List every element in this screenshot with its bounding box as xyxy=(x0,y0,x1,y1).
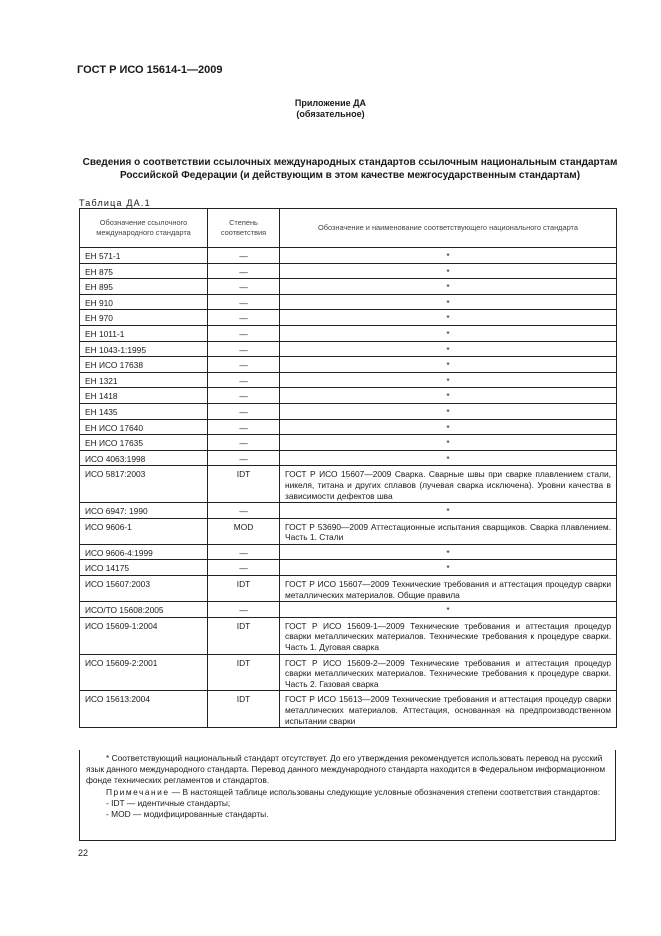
annex-subtitle: (обязательное) xyxy=(296,109,365,119)
table-row xyxy=(80,341,617,357)
ref-standard-cell: ИСО 5817:2003 xyxy=(80,466,208,503)
national-standard-cell: * xyxy=(280,279,617,295)
degree-cell: — xyxy=(208,560,280,576)
table-row xyxy=(80,602,617,618)
table-row xyxy=(80,403,617,419)
note-item: - MOD — модифицированные стандарты. xyxy=(106,809,269,820)
column-header-ref: Обозначение ссылочного международного стандарта xyxy=(80,209,208,248)
national-standard-cell: * xyxy=(280,294,617,310)
table-header-row xyxy=(80,209,617,248)
ref-standard-cell: ЕН 1321 xyxy=(80,372,208,388)
document-header: ГОСТ Р ИСО 15614-1—2009 xyxy=(77,64,223,76)
ref-standard-cell: ИСО 6947: 1990 xyxy=(80,503,208,519)
table-row xyxy=(80,654,617,691)
degree-cell: — xyxy=(208,279,280,295)
standards-table xyxy=(79,208,617,728)
ref-standard-cell: ИСО 14175 xyxy=(80,560,208,576)
degree-cell: — xyxy=(208,372,280,388)
table-row xyxy=(80,419,617,435)
national-standard-cell: ГОСТ Р ИСО 15607—2009 Технические требования и аттестация процедур сварки металлических материалов. Общие правила xyxy=(280,576,617,602)
ref-standard-cell: ИСО 9606-4:1999 xyxy=(80,544,208,560)
ref-standard-cell: ЕН 571-1 xyxy=(80,248,208,264)
table-row xyxy=(80,388,617,404)
ref-standard-cell: ЕН 875 xyxy=(80,263,208,279)
degree-cell: IDT xyxy=(208,617,280,654)
national-standard-cell: * xyxy=(280,341,617,357)
ref-standard-cell: ИСО 15609-2:2001 xyxy=(80,654,208,691)
note-label: Примечание xyxy=(106,786,170,797)
note-body: — В настоящей таблице использованы следующие условные обозначения степени соответствия стандартов: xyxy=(169,786,601,797)
table-row xyxy=(80,435,617,451)
ref-standard-cell: ЕН 1435 xyxy=(80,403,208,419)
degree-cell: — xyxy=(208,388,280,404)
degree-cell: — xyxy=(208,602,280,618)
ref-standard-cell: ИСО/ТО 15608:2005 xyxy=(80,602,208,618)
national-standard-cell: * xyxy=(280,503,617,519)
column-header-degree: Степень соответствия xyxy=(208,209,280,248)
national-standard-cell: ГОСТ Р ИСО 15609-2—2009 Технические требования и аттестация процедур сварки металлических материалов. Технические требования к процедуре сварки. Часть 2. Газовая сварка xyxy=(280,654,617,691)
table-row xyxy=(80,617,617,654)
national-standard-cell: * xyxy=(280,388,617,404)
national-standard-cell: * xyxy=(280,435,617,451)
ref-standard-cell: ЕН 1011-1 xyxy=(80,325,208,341)
degree-cell: — xyxy=(208,544,280,560)
ref-standard-cell: ЕН 970 xyxy=(80,310,208,326)
table-row xyxy=(80,310,617,326)
degree-cell: IDT xyxy=(208,691,280,728)
ref-standard-cell: ЕН ИСО 17638 xyxy=(80,357,208,373)
table-row xyxy=(80,263,617,279)
document-title: Сведения о соответствии ссылочных международных стандартов ссылочным национальным стандартам Российской Федерации (и действующим в этом качестве межгосударственным стандартам) xyxy=(82,157,618,181)
table-row xyxy=(80,544,617,560)
degree-cell: — xyxy=(208,435,280,451)
degree-cell: — xyxy=(208,248,280,264)
table-row xyxy=(80,450,617,466)
degree-cell: — xyxy=(208,294,280,310)
ref-standard-cell: ЕН 910 xyxy=(80,294,208,310)
degree-cell: — xyxy=(208,325,280,341)
ref-standard-cell: ЕН 1418 xyxy=(80,388,208,404)
ref-standard-cell: ЕН 1043-1:1995 xyxy=(80,341,208,357)
table-row xyxy=(80,248,617,264)
national-standard-cell: * xyxy=(280,248,617,264)
column-header-national: Обозначение и наименование соответствующего национального стандарта xyxy=(280,209,617,248)
ref-standard-cell: ИСО 15613:2004 xyxy=(80,691,208,728)
national-standard-cell: * xyxy=(280,602,617,618)
national-standard-cell: * xyxy=(280,357,617,373)
national-standard-cell: ГОСТ Р 53690—2009 Аттестационные испытания сварщиков. Сварка плавлением. Часть 1. Стали xyxy=(280,518,617,544)
table-row xyxy=(80,294,617,310)
ref-standard-cell: ИСО 15609-1:2004 xyxy=(80,617,208,654)
degree-cell: — xyxy=(208,403,280,419)
table-caption: Таблица ДА.1 xyxy=(79,198,151,208)
national-standard-cell: * xyxy=(280,325,617,341)
degree-cell: IDT xyxy=(208,576,280,602)
ref-standard-cell: ИСО 4063:1998 xyxy=(80,450,208,466)
national-standard-cell: * xyxy=(280,403,617,419)
degree-cell: MOD xyxy=(208,518,280,544)
national-standard-cell: ГОСТ Р ИСО 15609-1—2009 Технические требования и аттестация процедур сварки металлических материалов. Технические требования к процедуре сварки. Часть 1. Дуговая сварка xyxy=(280,617,617,654)
ref-standard-cell: ЕН 895 xyxy=(80,279,208,295)
table-row xyxy=(80,518,617,544)
national-standard-cell: * xyxy=(280,560,617,576)
national-standard-cell: ГОСТ Р ИСО 15613—2009 Технические требования и аттестация процедур сварки металлических материалов. Аттестация, основанная на предпроизводственном испытании сварки xyxy=(280,691,617,728)
table-row xyxy=(80,691,617,728)
annex-heading xyxy=(0,98,661,120)
note-item: - IDT — идентичные стандарты; xyxy=(106,797,231,808)
degree-cell: — xyxy=(208,419,280,435)
degree-cell: — xyxy=(208,310,280,326)
page-number: 22 xyxy=(78,848,89,858)
degree-cell: IDT xyxy=(208,654,280,691)
degree-cell: — xyxy=(208,263,280,279)
table-row xyxy=(80,279,617,295)
national-standard-cell: * xyxy=(280,263,617,279)
degree-cell: — xyxy=(208,357,280,373)
table-row xyxy=(80,560,617,576)
table-row xyxy=(80,325,617,341)
table-row xyxy=(80,576,617,602)
degree-cell: — xyxy=(208,503,280,519)
footnote-text: * Соответствующий национальный стандарт отсутствует. До его утверждения рекомендуется использовать перевод на русский язык данного международного стандарта. Перевод данного международного стандарта находится в Федеральном информационном фонде технических регламентов и стандартов. xyxy=(86,753,606,786)
degree-cell: IDT xyxy=(208,466,280,503)
table-row xyxy=(80,503,617,519)
national-standard-cell: ГОСТ Р ИСО 15607—2009 Сварка. Сварные швы при сварке плавлением стали, никеля, титана и других сплавов (лучевая сварка исключена). Уровни качества в зависимости дефектов шва xyxy=(280,466,617,503)
national-standard-cell: * xyxy=(280,450,617,466)
national-standard-cell: * xyxy=(280,419,617,435)
degree-cell: — xyxy=(208,341,280,357)
annex-title: Приложение ДА xyxy=(294,98,367,108)
table-footnotes xyxy=(79,750,616,841)
table-row xyxy=(80,372,617,388)
ref-standard-cell: ИСО 9606-1 xyxy=(80,518,208,544)
degree-cell: — xyxy=(208,450,280,466)
ref-standard-cell: ЕН ИСО 17640 xyxy=(80,419,208,435)
national-standard-cell: * xyxy=(280,310,617,326)
national-standard-cell: * xyxy=(280,544,617,560)
table-row xyxy=(80,357,617,373)
ref-standard-cell: ИСО 15607:2003 xyxy=(80,576,208,602)
note-text xyxy=(86,787,609,798)
ref-standard-cell: ЕН ИСО 17635 xyxy=(80,435,208,451)
table-row xyxy=(80,466,617,503)
national-standard-cell: * xyxy=(280,372,617,388)
table-body xyxy=(80,248,617,728)
